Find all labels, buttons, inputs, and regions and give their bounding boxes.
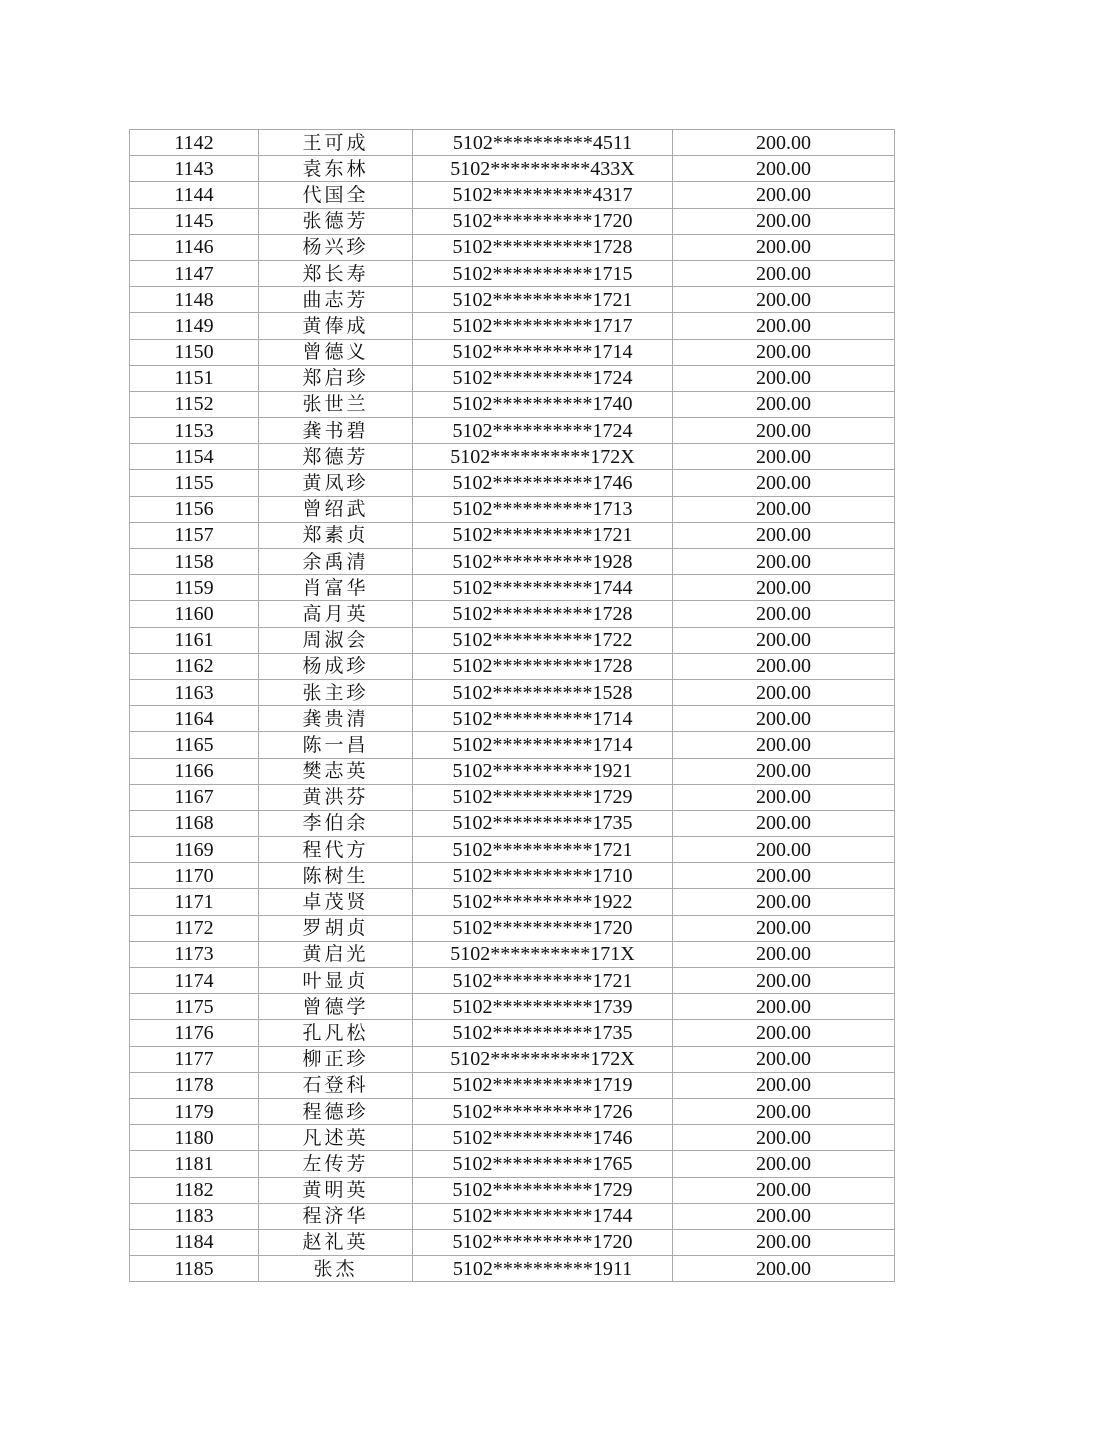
serial-number-cell: 1151 xyxy=(130,365,259,391)
name-cell: 卓茂贤 xyxy=(259,889,413,915)
name-cell: 李伯余 xyxy=(259,810,413,836)
name-cell: 陈树生 xyxy=(259,863,413,889)
id-number-cell: 5102**********4511 xyxy=(413,130,673,156)
amount-cell: 200.00 xyxy=(673,889,895,915)
table-row xyxy=(130,863,895,889)
id-number-cell: 5102**********1724 xyxy=(413,365,673,391)
table-row xyxy=(130,496,895,522)
serial-number-cell: 1185 xyxy=(130,1256,259,1282)
table-row xyxy=(130,365,895,391)
table-body xyxy=(130,130,895,1282)
id-number-cell: 5102**********1721 xyxy=(413,522,673,548)
amount-cell: 200.00 xyxy=(673,391,895,417)
amount-cell: 200.00 xyxy=(673,549,895,575)
serial-number-cell: 1142 xyxy=(130,130,259,156)
serial-number-cell: 1158 xyxy=(130,549,259,575)
name-cell: 罗胡贞 xyxy=(259,915,413,941)
serial-number-cell: 1164 xyxy=(130,706,259,732)
amount-cell: 200.00 xyxy=(673,968,895,994)
table-row xyxy=(130,418,895,444)
id-number-cell: 5102**********1720 xyxy=(413,208,673,234)
amount-cell: 200.00 xyxy=(673,837,895,863)
id-number-cell: 5102**********1911 xyxy=(413,1256,673,1282)
id-number-cell: 5102**********1713 xyxy=(413,496,673,522)
name-cell: 陈一昌 xyxy=(259,732,413,758)
serial-number-cell: 1146 xyxy=(130,234,259,260)
name-cell: 杨成珍 xyxy=(259,653,413,679)
amount-cell: 200.00 xyxy=(673,522,895,548)
name-cell: 程济华 xyxy=(259,1203,413,1229)
name-cell: 余禹清 xyxy=(259,549,413,575)
serial-number-cell: 1167 xyxy=(130,784,259,810)
serial-number-cell: 1166 xyxy=(130,758,259,784)
table-row xyxy=(130,234,895,260)
id-number-cell: 5102**********1735 xyxy=(413,810,673,836)
id-number-cell: 5102**********1722 xyxy=(413,627,673,653)
id-number-cell: 5102**********1744 xyxy=(413,1203,673,1229)
table-row xyxy=(130,208,895,234)
table-row xyxy=(130,1046,895,1072)
amount-cell: 200.00 xyxy=(673,994,895,1020)
id-number-cell: 5102**********1714 xyxy=(413,732,673,758)
amount-cell: 200.00 xyxy=(673,339,895,365)
name-cell: 郑长寿 xyxy=(259,260,413,286)
name-cell: 叶显贞 xyxy=(259,968,413,994)
name-cell: 龚贵清 xyxy=(259,706,413,732)
table-row xyxy=(130,784,895,810)
amount-cell: 200.00 xyxy=(673,810,895,836)
serial-number-cell: 1160 xyxy=(130,601,259,627)
name-cell: 高月英 xyxy=(259,601,413,627)
amount-cell: 200.00 xyxy=(673,260,895,286)
name-cell: 曾德义 xyxy=(259,339,413,365)
id-number-cell: 5102**********1928 xyxy=(413,549,673,575)
serial-number-cell: 1169 xyxy=(130,837,259,863)
name-cell: 张德芳 xyxy=(259,208,413,234)
table-row xyxy=(130,549,895,575)
table-row xyxy=(130,941,895,967)
serial-number-cell: 1143 xyxy=(130,156,259,182)
table-row xyxy=(130,915,895,941)
amount-cell: 200.00 xyxy=(673,182,895,208)
name-cell: 代国全 xyxy=(259,182,413,208)
table-row xyxy=(130,889,895,915)
id-number-cell: 5102**********1724 xyxy=(413,418,673,444)
id-number-cell: 5102**********1721 xyxy=(413,968,673,994)
id-number-cell: 5102**********1735 xyxy=(413,1020,673,1046)
id-number-cell: 5102**********1710 xyxy=(413,863,673,889)
amount-cell: 200.00 xyxy=(673,234,895,260)
amount-cell: 200.00 xyxy=(673,863,895,889)
name-cell: 黄俸成 xyxy=(259,313,413,339)
table-row xyxy=(130,1203,895,1229)
table-row xyxy=(130,1098,895,1124)
table-row xyxy=(130,444,895,470)
amount-cell: 200.00 xyxy=(673,575,895,601)
name-cell: 杨兴珍 xyxy=(259,234,413,260)
amount-cell: 200.00 xyxy=(673,1046,895,1072)
id-number-cell: 5102**********1739 xyxy=(413,994,673,1020)
id-number-cell: 5102**********1729 xyxy=(413,784,673,810)
id-number-cell: 5102**********1765 xyxy=(413,1151,673,1177)
table-row xyxy=(130,601,895,627)
serial-number-cell: 1144 xyxy=(130,182,259,208)
table-row xyxy=(130,1177,895,1203)
table-row xyxy=(130,679,895,705)
serial-number-cell: 1170 xyxy=(130,863,259,889)
table-row xyxy=(130,339,895,365)
serial-number-cell: 1175 xyxy=(130,994,259,1020)
serial-number-cell: 1181 xyxy=(130,1151,259,1177)
name-cell: 凡述英 xyxy=(259,1125,413,1151)
table-row xyxy=(130,470,895,496)
name-cell: 黄明英 xyxy=(259,1177,413,1203)
serial-number-cell: 1162 xyxy=(130,653,259,679)
table-row xyxy=(130,994,895,1020)
table-row xyxy=(130,1151,895,1177)
serial-number-cell: 1152 xyxy=(130,391,259,417)
id-number-cell: 5102**********171X xyxy=(413,941,673,967)
amount-cell: 200.00 xyxy=(673,208,895,234)
name-cell: 石登科 xyxy=(259,1072,413,1098)
table-row xyxy=(130,653,895,679)
serial-number-cell: 1172 xyxy=(130,915,259,941)
amount-cell: 200.00 xyxy=(673,784,895,810)
serial-number-cell: 1177 xyxy=(130,1046,259,1072)
name-cell: 赵礼英 xyxy=(259,1229,413,1255)
name-cell: 柳正珍 xyxy=(259,1046,413,1072)
table-row xyxy=(130,1072,895,1098)
serial-number-cell: 1150 xyxy=(130,339,259,365)
amount-cell: 200.00 xyxy=(673,601,895,627)
id-number-cell: 5102**********1729 xyxy=(413,1177,673,1203)
table-row xyxy=(130,182,895,208)
amount-cell: 200.00 xyxy=(673,1020,895,1046)
table-row xyxy=(130,706,895,732)
table-row xyxy=(130,1020,895,1046)
amount-cell: 200.00 xyxy=(673,758,895,784)
id-number-cell: 5102**********1528 xyxy=(413,679,673,705)
amount-cell: 200.00 xyxy=(673,1229,895,1255)
amount-cell: 200.00 xyxy=(673,130,895,156)
serial-number-cell: 1180 xyxy=(130,1125,259,1151)
id-number-cell: 5102**********1721 xyxy=(413,837,673,863)
id-number-cell: 5102**********1720 xyxy=(413,1229,673,1255)
amount-cell: 200.00 xyxy=(673,287,895,313)
serial-number-cell: 1147 xyxy=(130,260,259,286)
name-cell: 郑德芳 xyxy=(259,444,413,470)
id-number-cell: 5102**********1717 xyxy=(413,313,673,339)
amount-cell: 200.00 xyxy=(673,418,895,444)
table-row xyxy=(130,313,895,339)
name-cell: 樊志英 xyxy=(259,758,413,784)
name-cell: 黄凤珍 xyxy=(259,470,413,496)
table-row xyxy=(130,968,895,994)
table-row xyxy=(130,810,895,836)
name-cell: 黄洪芬 xyxy=(259,784,413,810)
serial-number-cell: 1176 xyxy=(130,1020,259,1046)
serial-number-cell: 1153 xyxy=(130,418,259,444)
id-number-cell: 5102**********1714 xyxy=(413,706,673,732)
serial-number-cell: 1171 xyxy=(130,889,259,915)
amount-cell: 200.00 xyxy=(673,365,895,391)
serial-number-cell: 1159 xyxy=(130,575,259,601)
table-row xyxy=(130,1229,895,1255)
amount-cell: 200.00 xyxy=(673,1072,895,1098)
amount-cell: 200.00 xyxy=(673,941,895,967)
name-cell: 程代方 xyxy=(259,837,413,863)
name-cell: 左传芳 xyxy=(259,1151,413,1177)
name-cell: 郑启珍 xyxy=(259,365,413,391)
id-number-cell: 5102**********172X xyxy=(413,444,673,470)
table-row xyxy=(130,522,895,548)
id-number-cell: 5102**********433X xyxy=(413,156,673,182)
table-row xyxy=(130,1125,895,1151)
name-cell: 曾德学 xyxy=(259,994,413,1020)
serial-number-cell: 1182 xyxy=(130,1177,259,1203)
serial-number-cell: 1184 xyxy=(130,1229,259,1255)
id-number-cell: 5102**********1720 xyxy=(413,915,673,941)
recipient-table xyxy=(129,129,895,1282)
table-row xyxy=(130,1256,895,1282)
table-row xyxy=(130,130,895,156)
serial-number-cell: 1156 xyxy=(130,496,259,522)
serial-number-cell: 1168 xyxy=(130,810,259,836)
id-number-cell: 5102**********1728 xyxy=(413,653,673,679)
amount-cell: 200.00 xyxy=(673,313,895,339)
id-number-cell: 5102**********1744 xyxy=(413,575,673,601)
name-cell: 肖富华 xyxy=(259,575,413,601)
id-number-cell: 5102**********1728 xyxy=(413,234,673,260)
id-number-cell: 5102**********1740 xyxy=(413,391,673,417)
amount-cell: 200.00 xyxy=(673,1125,895,1151)
serial-number-cell: 1145 xyxy=(130,208,259,234)
name-cell: 袁东林 xyxy=(259,156,413,182)
amount-cell: 200.00 xyxy=(673,1151,895,1177)
amount-cell: 200.00 xyxy=(673,679,895,705)
table-row xyxy=(130,391,895,417)
amount-cell: 200.00 xyxy=(673,1098,895,1124)
amount-cell: 200.00 xyxy=(673,1203,895,1229)
amount-cell: 200.00 xyxy=(673,653,895,679)
amount-cell: 200.00 xyxy=(673,915,895,941)
table-row xyxy=(130,758,895,784)
table-row xyxy=(130,732,895,758)
id-number-cell: 5102**********1721 xyxy=(413,287,673,313)
id-number-cell: 5102**********172X xyxy=(413,1046,673,1072)
table-row xyxy=(130,837,895,863)
serial-number-cell: 1148 xyxy=(130,287,259,313)
name-cell: 孔凡松 xyxy=(259,1020,413,1046)
serial-number-cell: 1161 xyxy=(130,627,259,653)
id-number-cell: 5102**********1715 xyxy=(413,260,673,286)
name-cell: 张世兰 xyxy=(259,391,413,417)
serial-number-cell: 1183 xyxy=(130,1203,259,1229)
table-row xyxy=(130,627,895,653)
serial-number-cell: 1178 xyxy=(130,1072,259,1098)
name-cell: 黄启光 xyxy=(259,941,413,967)
amount-cell: 200.00 xyxy=(673,156,895,182)
serial-number-cell: 1179 xyxy=(130,1098,259,1124)
amount-cell: 200.00 xyxy=(673,496,895,522)
name-cell: 龚书碧 xyxy=(259,418,413,444)
serial-number-cell: 1174 xyxy=(130,968,259,994)
id-number-cell: 5102**********1746 xyxy=(413,1125,673,1151)
id-number-cell: 5102**********1714 xyxy=(413,339,673,365)
table-row xyxy=(130,575,895,601)
name-cell: 张主珍 xyxy=(259,679,413,705)
amount-cell: 200.00 xyxy=(673,706,895,732)
serial-number-cell: 1155 xyxy=(130,470,259,496)
serial-number-cell: 1149 xyxy=(130,313,259,339)
name-cell: 曲志芳 xyxy=(259,287,413,313)
name-cell: 曾绍武 xyxy=(259,496,413,522)
name-cell: 王可成 xyxy=(259,130,413,156)
name-cell: 周淑会 xyxy=(259,627,413,653)
id-number-cell: 5102**********1922 xyxy=(413,889,673,915)
name-cell: 郑素贞 xyxy=(259,522,413,548)
id-number-cell: 5102**********1921 xyxy=(413,758,673,784)
serial-number-cell: 1154 xyxy=(130,444,259,470)
serial-number-cell: 1165 xyxy=(130,732,259,758)
amount-cell: 200.00 xyxy=(673,470,895,496)
serial-number-cell: 1157 xyxy=(130,522,259,548)
table-row xyxy=(130,156,895,182)
id-number-cell: 5102**********1728 xyxy=(413,601,673,627)
amount-cell: 200.00 xyxy=(673,1256,895,1282)
amount-cell: 200.00 xyxy=(673,732,895,758)
id-number-cell: 5102**********4317 xyxy=(413,182,673,208)
table-row xyxy=(130,260,895,286)
id-number-cell: 5102**********1726 xyxy=(413,1098,673,1124)
table-row xyxy=(130,287,895,313)
amount-cell: 200.00 xyxy=(673,444,895,470)
serial-number-cell: 1173 xyxy=(130,941,259,967)
name-cell: 张杰 xyxy=(259,1256,413,1282)
id-number-cell: 5102**********1746 xyxy=(413,470,673,496)
amount-cell: 200.00 xyxy=(673,627,895,653)
id-number-cell: 5102**********1719 xyxy=(413,1072,673,1098)
name-cell: 程德珍 xyxy=(259,1098,413,1124)
serial-number-cell: 1163 xyxy=(130,679,259,705)
amount-cell: 200.00 xyxy=(673,1177,895,1203)
